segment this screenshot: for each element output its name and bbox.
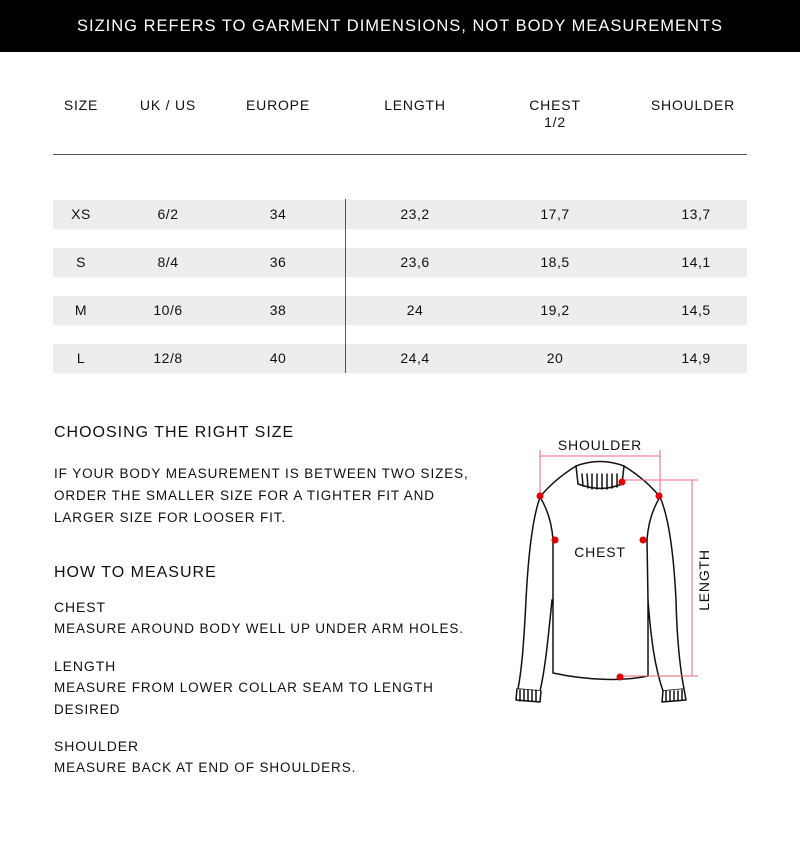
- cell-uk-us: 8/4: [157, 254, 179, 270]
- how-title: HOW TO MEASURE: [54, 564, 217, 581]
- header-europe: EUROPE: [246, 97, 310, 113]
- hem-point: [617, 674, 624, 681]
- length-label: LENGTH: [696, 549, 712, 611]
- cell-europe: 40: [269, 350, 287, 366]
- cell-uk-us: 6/2: [157, 206, 179, 222]
- chest-left-point: [552, 537, 559, 544]
- collar-seam-point: [619, 479, 626, 486]
- length-title: LENGTH: [54, 658, 117, 674]
- cell-uk-us: 10/6: [153, 302, 183, 318]
- header-uk-us: UK / US: [139, 97, 197, 113]
- cell-shoulder: 13,7: [681, 206, 711, 222]
- cell-length: 23,2: [400, 206, 430, 222]
- cell-size: S: [76, 254, 86, 270]
- cell-size: L: [76, 350, 86, 366]
- cell-chest: 19,2: [540, 302, 570, 318]
- length-line: MEASURE FROM LOWER COLLAR SEAM TO LENGTH: [54, 680, 434, 695]
- length-line: DESIRED: [54, 702, 121, 717]
- header-shoulder: SHOULDER: [650, 97, 736, 113]
- chest-right-point: [640, 537, 647, 544]
- cell-length: 23,6: [400, 254, 430, 270]
- choosing-line: ORDER THE SMALLER SIZE FOR A TIGHTER FIT AND: [54, 488, 435, 503]
- header-size: SIZE: [63, 97, 99, 113]
- choosing-line: IF YOUR BODY MEASUREMENT IS BETWEEN TWO SIZES,: [54, 466, 469, 481]
- shoulder-right-point: [656, 493, 663, 500]
- cell-length: 24,4: [400, 350, 430, 366]
- cell-europe: 34: [269, 206, 287, 222]
- cell-shoulder: 14,1: [681, 254, 711, 270]
- cell-chest: 17,7: [540, 206, 570, 222]
- cell-chest: 18,5: [540, 254, 570, 270]
- banner-text: SIZING REFERS TO GARMENT DIMENSIONS, NOT BODY MEASUREMENTS: [77, 16, 723, 35]
- shoulder-line: MEASURE BACK AT END OF SHOULDERS.: [54, 760, 357, 775]
- chest-title: CHEST: [54, 599, 106, 615]
- choosing-title: CHOOSING THE RIGHT SIZE: [54, 424, 295, 441]
- header-length: LENGTH: [384, 97, 446, 113]
- shoulder-title: SHOULDER: [54, 738, 139, 754]
- cell-size: XS: [71, 206, 91, 222]
- shoulder-label: SHOULDER: [557, 437, 643, 453]
- cell-europe: 36: [269, 254, 287, 270]
- cell-chest: 20: [546, 350, 564, 366]
- cell-shoulder: 14,9: [681, 350, 711, 366]
- cell-length: 24: [406, 302, 424, 318]
- cell-shoulder: 14,5: [681, 302, 711, 318]
- cell-uk-us: 12/8: [153, 350, 183, 366]
- cell-europe: 38: [269, 302, 287, 318]
- chest-line: MEASURE AROUND BODY WELL UP UNDER ARM HOLES.: [54, 621, 464, 636]
- chest-label: CHEST: [574, 544, 626, 560]
- cell-size: M: [74, 302, 88, 318]
- shoulder-left-point: [537, 493, 544, 500]
- header-chest: CHEST 1/2: [529, 97, 581, 130]
- choosing-line: LARGER SIZE FOR LOOSER FIT.: [54, 510, 287, 525]
